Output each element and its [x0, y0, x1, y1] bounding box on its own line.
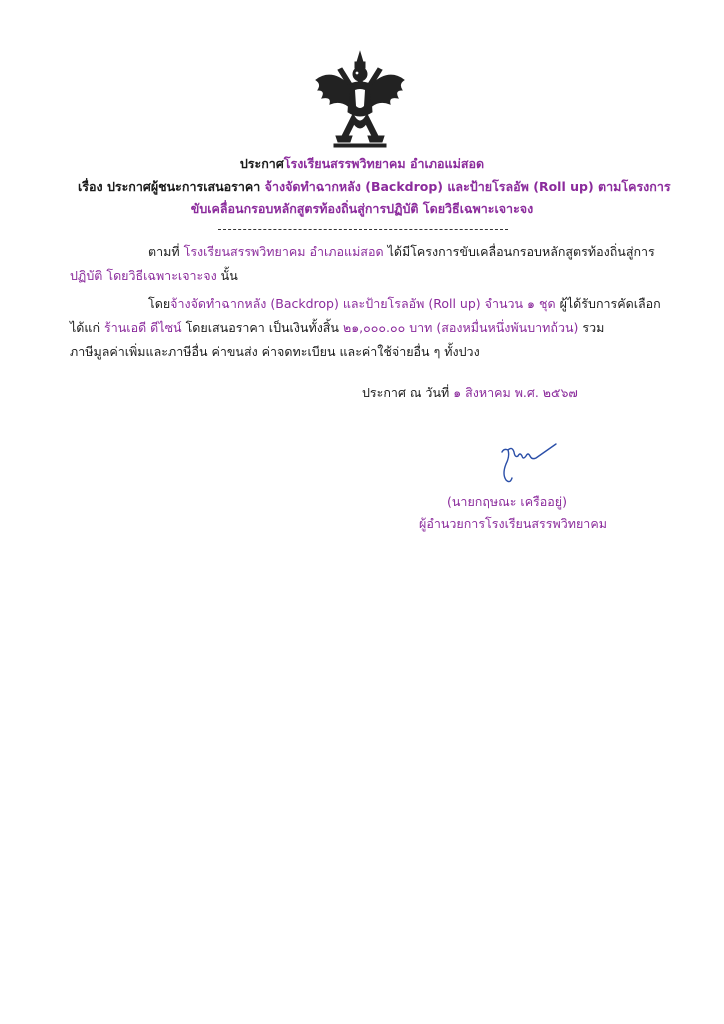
p1-method: ปฏิบัติ โดยวิธีเฉพาะเจาะจง: [70, 268, 217, 283]
paragraph-1-line-2: [70, 267, 238, 285]
p1-text-a: ตามที่: [148, 244, 180, 259]
p2-text-a: โดย: [148, 296, 171, 311]
date-value: ๑ สิงหาคม พ.ศ. ๒๕๖๗: [453, 385, 578, 400]
announce-date: [362, 384, 578, 402]
p2-text-c: ได้แก่: [70, 320, 101, 335]
signer-name: (นายกฤษณะ เครืออยู่): [447, 494, 567, 509]
title-prefix: ประกาศ: [239, 156, 284, 171]
p1-text-b: ได้มีโครงการขับเคลื่อนกรอบหลักสูตรท้องถิ่นสู่การ: [387, 244, 655, 259]
garuda-emblem-icon: [308, 50, 412, 150]
p1-text-c: นั้น: [220, 268, 238, 283]
separator-line: [218, 229, 508, 230]
p2-text-d: โดยเสนอราคา เป็นเงินทั้งสิ้น: [185, 320, 339, 335]
p2-item: จ้างจัดทำฉากหลัง (Backdrop) และป้ายโรลอัพ (Roll up) จำนวน ๑ ชุด: [170, 296, 556, 311]
signer-position: ผู้อำนวยการโรงเรียนสรรพวิทยาคม: [419, 516, 607, 531]
announcement-title: [0, 155, 724, 173]
handwritten-signature-icon: [490, 438, 562, 486]
p1-school-name: โรงเรียนสรรพวิทยาคม อำเภอแม่สอด: [183, 244, 384, 259]
p2-text-b: ผู้ได้รับการคัดเลือก: [559, 296, 661, 311]
paragraph-1-line-1: [148, 243, 655, 261]
p2-vendor: ร้านเอดี ดีไซน์: [104, 320, 182, 335]
subject-line-1: [78, 178, 671, 196]
p2-text-e: รวม: [582, 320, 605, 335]
paragraph-2-line-3: ภาษีมูลค่าเพิ่มและภาษีอื่น ค่าขนส่ง ค่าจดทะเบียน และค่าใช้จ่ายอื่น ๆ ทั้งปวง: [70, 344, 480, 359]
paragraph-2-line-1: [148, 295, 661, 313]
subject-label: เรื่อง ประกาศผู้ชนะการเสนอราคา: [78, 179, 261, 194]
subject-line-2: ขับเคลื่อนกรอบหลักสูตรท้องถิ่นสู่การปฏิบัติ โดยวิธีเฉพาะเจาะจง: [190, 201, 534, 216]
p2-amount: ๒๑,๐๐๐.๐๐ บาท (สองหมื่นหนึ่งพันบาทถ้วน): [342, 320, 579, 335]
title-school: โรงเรียนสรรพวิทยาคม อำเภอแม่สอด: [283, 156, 485, 171]
subject-item: จ้างจัดทำฉากหลัง (Backdrop) และป้ายโรลอัพ (Roll up) ตามโครงการ: [264, 179, 671, 194]
date-label: ประกาศ ณ วันที่: [362, 385, 450, 400]
paragraph-2-line-2: [70, 319, 604, 337]
